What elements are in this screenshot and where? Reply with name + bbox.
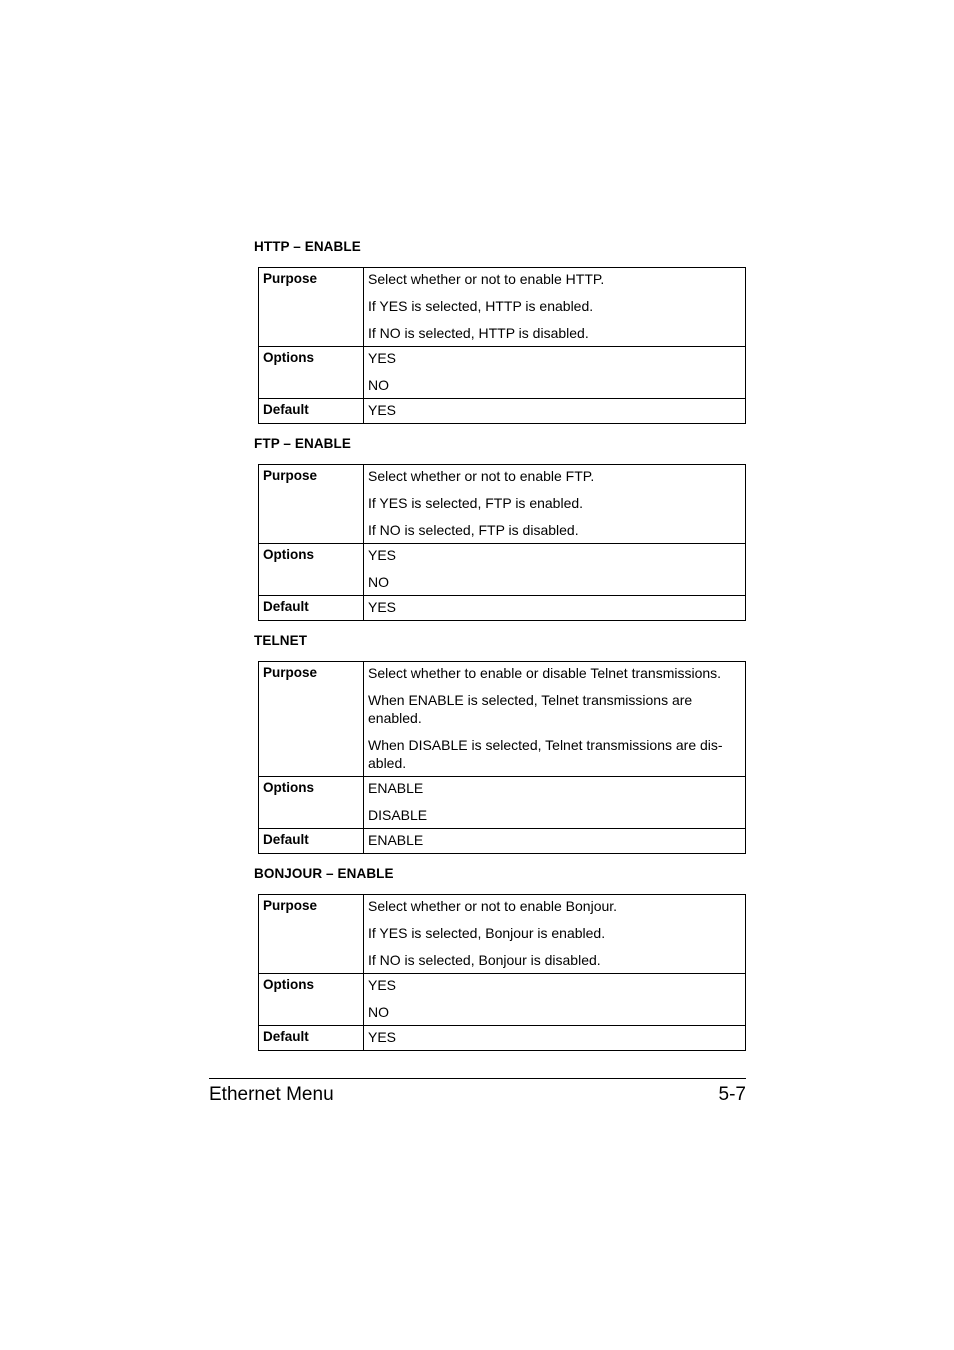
- purpose-text: Select whether to enable or disable Telnet transmissions.: [368, 665, 722, 681]
- row-label-options: Options: [259, 544, 364, 596]
- option-value: ENABLE: [368, 780, 424, 796]
- option-value: YES: [368, 547, 397, 563]
- table-row-purpose: [259, 662, 746, 777]
- row-label-purpose: Purpose: [259, 465, 364, 544]
- row-value-purpose: [364, 465, 746, 544]
- table-row-purpose: [259, 465, 746, 544]
- table-row-default: [259, 1026, 746, 1051]
- page-footer: [209, 1078, 746, 1107]
- row-label-default: Default: [259, 1026, 364, 1051]
- purpose-text: Select whether or not to enable Bonjour.: [368, 898, 618, 914]
- table-row-default: [259, 596, 746, 621]
- row-value-options: [364, 347, 746, 399]
- table-row-default: [259, 829, 746, 854]
- row-value-default: YES: [364, 399, 746, 424]
- option-value: YES: [368, 977, 397, 993]
- row-label-default: Default: [259, 399, 364, 424]
- settings-table-telnet: [258, 661, 746, 854]
- purpose-text: If NO is selected, FTP is disabled.: [368, 522, 579, 538]
- settings-table-ftp: [258, 464, 746, 621]
- table-row-purpose: [259, 268, 746, 347]
- row-label-options: Options: [259, 777, 364, 829]
- row-label-options: Options: [259, 974, 364, 1026]
- option-value: NO: [368, 1004, 389, 1020]
- row-label-default: Default: [259, 596, 364, 621]
- purpose-text: If NO is selected, Bonjour is disabled.: [368, 952, 601, 968]
- purpose-text: Select whether or not to enable FTP.: [368, 468, 595, 484]
- row-label-purpose: Purpose: [259, 895, 364, 974]
- footer-chapter-title: Ethernet Menu: [209, 1084, 334, 1105]
- option-value: YES: [368, 350, 397, 366]
- row-value-options: [364, 544, 746, 596]
- table-row-default: [259, 399, 746, 424]
- purpose-text: When DISABLE is selected, Telnet transmissions are dis-abled.: [368, 737, 723, 771]
- row-value-purpose: [364, 895, 746, 974]
- option-value: NO: [368, 377, 389, 393]
- table-row-options: [259, 544, 746, 596]
- row-value-options: [364, 777, 746, 829]
- purpose-text: When ENABLE is selected, Telnet transmissions are enabled.: [368, 692, 693, 726]
- option-value: NO: [368, 574, 389, 590]
- purpose-text: If YES is selected, HTTP is enabled.: [368, 298, 594, 314]
- row-label-options: Options: [259, 347, 364, 399]
- table-row-purpose: [259, 895, 746, 974]
- purpose-text: If YES is selected, Bonjour is enabled.: [368, 925, 606, 941]
- row-value-options: [364, 974, 746, 1026]
- table-row-options: [259, 974, 746, 1026]
- purpose-text: Select whether or not to enable HTTP.: [368, 271, 605, 287]
- row-value-purpose: [364, 268, 746, 347]
- section-title-http: HTTP – ENABLE: [254, 239, 361, 254]
- table-row-options: [259, 777, 746, 829]
- purpose-text: If NO is selected, HTTP is disabled.: [368, 325, 589, 341]
- settings-table-bonjour: [258, 894, 746, 1051]
- row-value-purpose: [364, 662, 746, 777]
- row-value-default: ENABLE: [364, 829, 746, 854]
- purpose-text: If YES is selected, FTP is enabled.: [368, 495, 584, 511]
- row-label-purpose: Purpose: [259, 268, 364, 347]
- footer-page-number: 5-7: [718, 1084, 746, 1105]
- settings-table-http: [258, 267, 746, 424]
- row-value-default: YES: [364, 1026, 746, 1051]
- section-title-ftp: FTP – ENABLE: [254, 436, 351, 451]
- section-title-telnet: TELNET: [254, 633, 308, 648]
- row-label-purpose: Purpose: [259, 662, 364, 777]
- row-label-default: Default: [259, 829, 364, 854]
- option-value: DISABLE: [368, 807, 428, 823]
- section-title-bonjour: BONJOUR – ENABLE: [254, 866, 394, 881]
- table-row-options: [259, 347, 746, 399]
- row-value-default: YES: [364, 596, 746, 621]
- page-content: [254, 238, 746, 1062]
